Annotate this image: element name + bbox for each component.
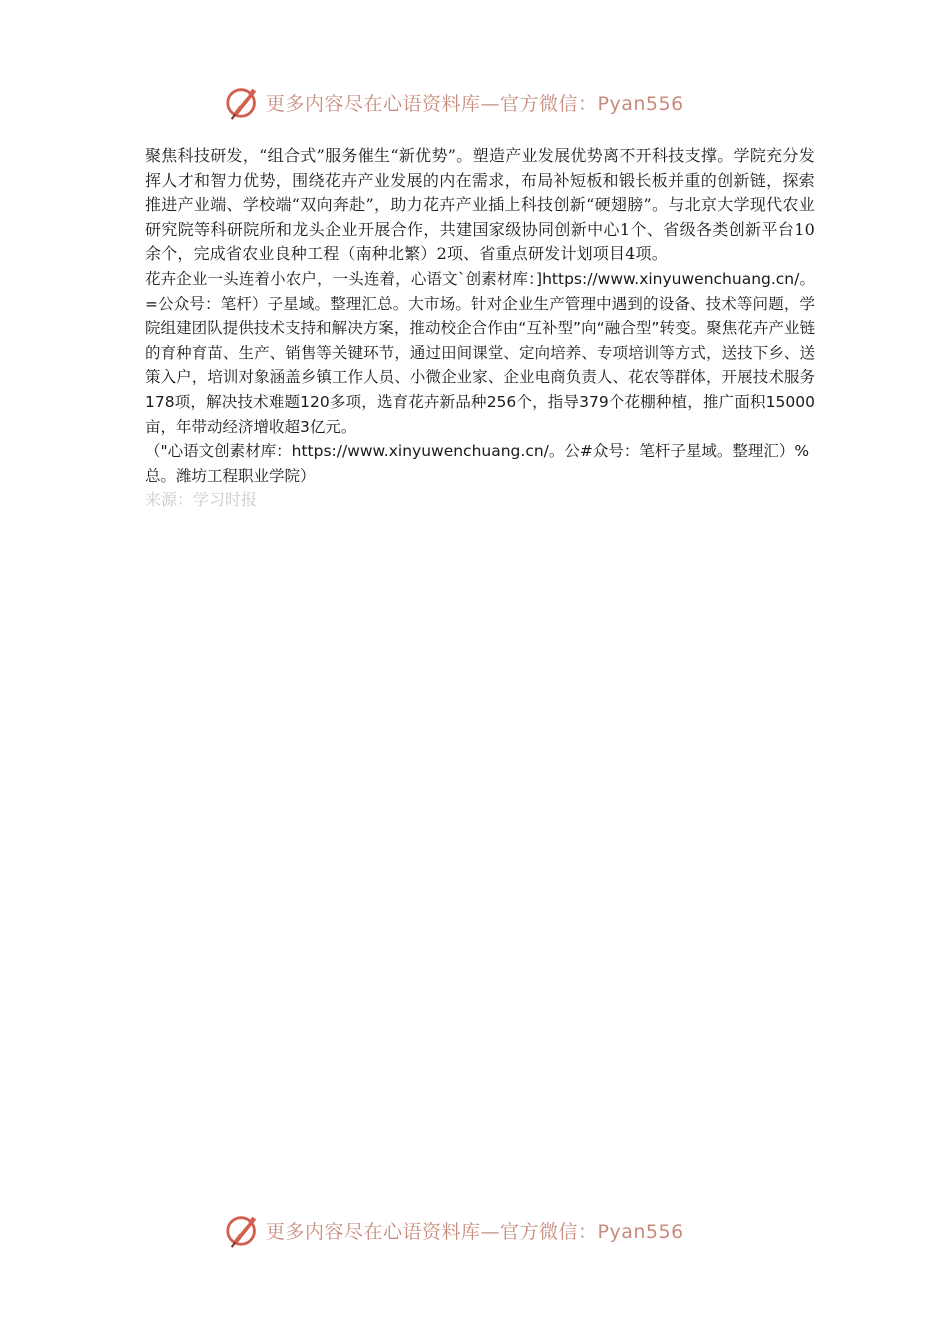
- wechat-id: Pyan556: [597, 1220, 684, 1243]
- paragraph-enterprise: 花卉企业一头连着小农户，一头连着，心语文`创素材库：]https://www.xinyuwenchuang.cn/。=公众号：笔杆）子星域。整理汇总。大市场。针对企业生产管理中遇到的设备、技术等问题，学院组建团队提供技术支持和解决方案，推动校企合作由“互补型”向“融合型”转变。聚焦花卉产业链的育种育苗、生产、销售等关键环节，通过田间课堂、定向培养、专项培训等方式，送技下乡、送策入户，培训对象涵盖乡镇工作人员、小微企业家、企业电商负责人、花农等群体，开展技术服务178项，解决技术难题120多项，选育花卉新品种256个，指导379个花棚种植，推广面积15000亩，年带动经济增收超3亿元。: [145, 269, 815, 436]
- banner-text: 更多内容尽在心语资料库—官方微信：Pyan556: [266, 92, 684, 115]
- quill-pen-logo-icon: [224, 83, 262, 121]
- footer-banner: [224, 1210, 684, 1250]
- paragraph-attribution: （"心语文创素材库：https://www.xinyuwenchuang.cn/。公#众号：笔杆子星域。整理汇）%总。潍坊工程职业学院）: [145, 442, 810, 485]
- quill-pen-logo-icon: [224, 1211, 262, 1249]
- header-banner: [224, 82, 684, 122]
- banner-text: 更多内容尽在心语资料库—官方微信：Pyan556: [266, 1220, 684, 1243]
- article-source: 来源：学习时报: [145, 490, 258, 510]
- paragraph-research: 聚焦科技研发，“组合式”服务催生“新优势”。塑造产业发展优势离不开科技支撑。学院充分发挥人才和智力优势，围绕花卉产业发展的内在需求，布局补短板和锻长板并重的创新链，探索推进产业端、学校端“双向奔赴”，助力花卉产业插上科技创新“硬翅膀”。与北京大学现代农业研究院等科研院所和龙头企业开展合作，共建国家级协同创新中心1个、省级各类创新平台10余个，完成省农业良种工程（南种北繁）2项、省重点研发计划项目4项。: [145, 146, 815, 264]
- wechat-id: Pyan556: [597, 92, 684, 115]
- article-body: [145, 144, 815, 513]
